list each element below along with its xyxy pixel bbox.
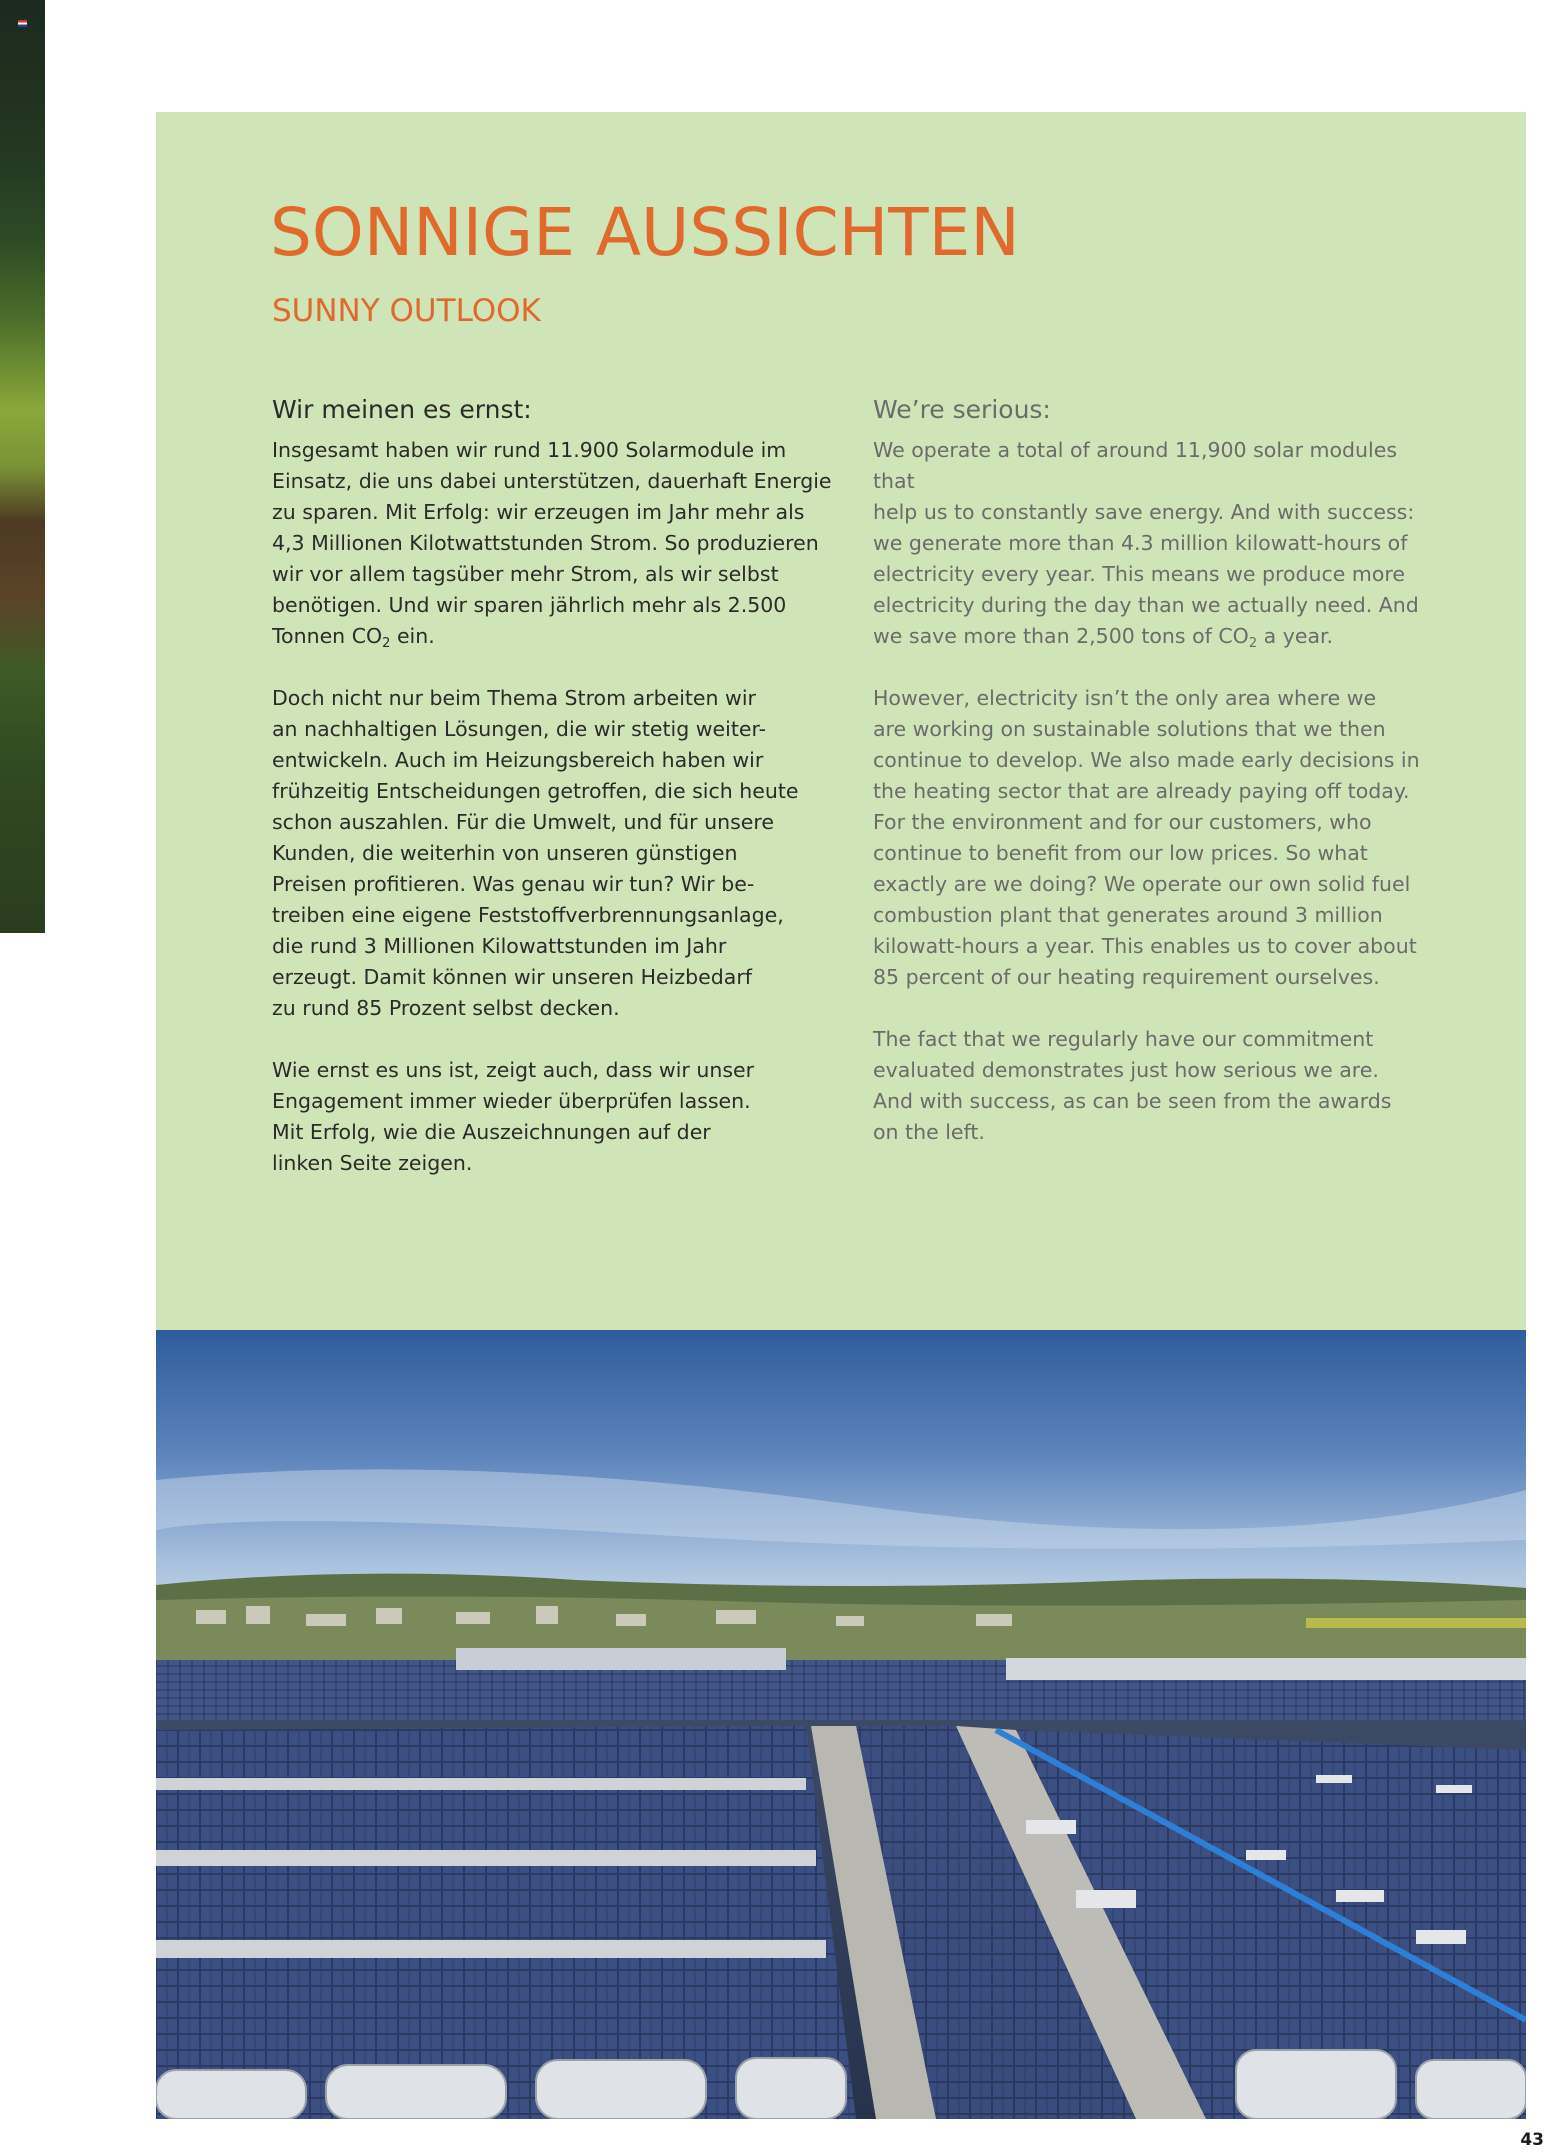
english-paragraph-1	[873, 435, 1433, 652]
solar-roof-photo	[156, 1330, 1526, 2119]
german-paragraph-1-text: Insgesamt haben wir rund 11.900 Solarmodule im Einsatz, die uns dabei unterstützen, dauerhaft Energie zu sparen. Mit Erfolg: wir erzeugen im Jahr mehr als 4,3 Millionen Kilotwattstunden Strom. So produzieren wir vor allem tagsüber mehr Strom, als wir selbst benötigen. Und wir sparen jährlich mehr als 2.500 Tonnen CO	[272, 438, 832, 648]
english-paragraph-1-end: a year.	[1257, 624, 1334, 648]
german-paragraph-1	[272, 435, 832, 652]
german-heading: Wir meinen es ernst:	[272, 395, 532, 424]
previous-page-photo-edge	[0, 0, 45, 933]
co2-subscript: 2	[382, 636, 391, 651]
english-paragraph-3: The fact that we regularly have our commitment evaluated demonstrates just how serious we are. And with success, as can be seen from the awards on the left.	[873, 1027, 1392, 1144]
german-paragraph-2: Doch nicht nur beim Thema Strom arbeiten wir an nachhaltigen Lösungen, die wir stetig weiter- entwickeln. Auch im Heizungsbereich haben wir frühzeitig Entscheidungen getroffen, die sich heute schon auszahlen. Für die Umwelt, und für unsere Kunden, die weiterhin von unseren günstigen Preisen profitieren. Was genau wir tun? Wir be- treiben eine eigene Feststoffverbrennungsanlage, die rund 3 Millionen Kilowattstunden im Jahr erzeugt. Damit können wir unseren Heizbedarf zu rund 85 Prozent selbst decken.	[272, 686, 799, 1020]
page-number: 43	[1520, 2130, 1544, 2150]
english-paragraph-2: However, electricity isn’t the only area where we are working on sustainable solutions that we then continue to develop. We also made early decisions in the heating sector that are already paying off today. For the environment and for our customers, who continue to benefit from our low prices. So what exactly are we doing? We operate our own solid fuel combustion plant that generates around 3 million kilowatt-hours a year. This enables us to cover about 85 percent of our heating requirement ourselves.	[873, 686, 1420, 989]
flag-icon	[18, 20, 27, 27]
page-title: SONNIGE AUSSICHTEN	[270, 194, 1020, 271]
german-paragraph-3: Wie ernst es uns ist, zeigt auch, dass wir unser Engagement immer wieder überprüfen lassen. Mit Erfolg, wie die Auszeichnungen auf der linken Seite zeigen.	[272, 1058, 755, 1175]
english-heading: We’re serious:	[873, 395, 1051, 424]
page-subtitle: SUNNY OUTLOOK	[272, 293, 541, 329]
co2-subscript: 2	[1248, 636, 1258, 651]
english-column	[873, 395, 1433, 1179]
solar-roof-illustration	[156, 1330, 1526, 2119]
german-paragraph-1-end: ein.	[390, 624, 435, 648]
german-column	[272, 395, 832, 1210]
english-paragraph-1-text: We operate a total of around 11,900 solar modules that help us to constantly save energy. And with success: we generate more than 4.3 million kilowatt-hours of electricity every year. This means we produce more electricity during the day than we actually need. And we save more than 2,500 tons of CO	[873, 438, 1419, 648]
